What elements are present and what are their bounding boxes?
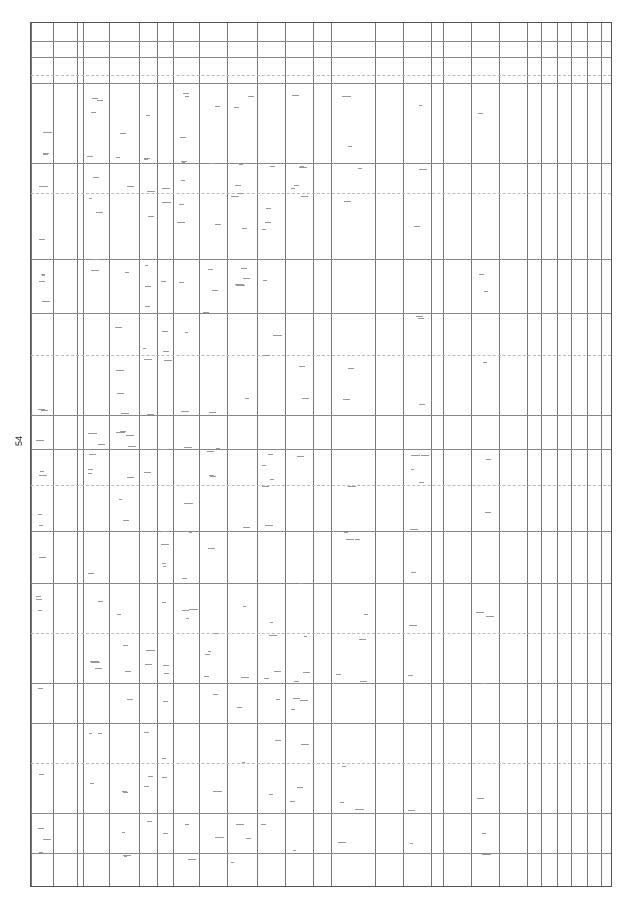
scanned-cell-mark: [239, 164, 242, 165]
table-column-line: [541, 23, 542, 886]
scanned-cell-mark: [189, 609, 197, 610]
scanned-cell-mark: [236, 824, 244, 825]
table-column-line: [173, 23, 174, 886]
scanned-cell-mark: [88, 469, 93, 470]
scanned-cell-mark: [265, 525, 273, 526]
table-column-line: [587, 23, 588, 886]
scanned-cell-mark: [42, 275, 46, 276]
scanned-cell-mark: [241, 268, 248, 269]
scanned-cell-mark: [41, 410, 48, 411]
scanned-cell-mark: [87, 156, 93, 157]
scanned-cell-mark: [127, 477, 134, 478]
table-row-line: [31, 415, 611, 416]
table-row-line: [31, 633, 611, 634]
scanned-cell-mark: [355, 809, 364, 810]
scanned-cell-mark: [292, 95, 299, 96]
scanned-cell-mark: [147, 191, 155, 192]
scanned-cell-mark: [243, 606, 246, 607]
scanned-cell-mark: [294, 681, 299, 682]
scanned-cell-mark: [419, 404, 425, 405]
scanned-cell-mark: [291, 709, 295, 710]
table-row-line: [31, 853, 611, 854]
scanned-cell-mark: [338, 842, 346, 843]
scanned-cell-mark: [348, 486, 356, 487]
scanned-cell-mark: [358, 168, 363, 169]
scanned-cell-mark: [162, 777, 166, 778]
table-row-line: [31, 163, 611, 164]
table-column-line: [77, 23, 78, 886]
scanned-cell-mark: [213, 791, 221, 792]
scanned-cell-mark: [163, 566, 166, 567]
scanned-cell-mark: [121, 413, 128, 414]
scanned-cell-mark: [88, 433, 97, 434]
scanned-cell-mark: [483, 362, 487, 363]
scanned-cell-mark: [89, 198, 92, 199]
scanned-cell-mark: [208, 269, 213, 270]
scanned-cell-mark: [89, 454, 97, 455]
scanned-cell-mark: [162, 202, 171, 203]
table-row-line: [31, 313, 611, 314]
rotated-table-sheet: [30, 22, 612, 887]
table-column-line: [83, 23, 84, 886]
scanned-cell-mark: [148, 216, 155, 217]
scanned-cell-mark: [184, 503, 193, 504]
scanned-cell-mark: [270, 479, 274, 480]
scanned-cell-mark: [161, 449, 167, 450]
scanned-cell-mark: [38, 688, 43, 689]
scanned-cell-mark: [265, 222, 271, 223]
scanned-cell-mark: [486, 459, 491, 460]
table-row-line: [31, 813, 611, 814]
scanned-cell-mark: [92, 259, 99, 260]
scanned-cell-mark: [161, 281, 166, 282]
scanned-cell-mark: [297, 456, 304, 457]
scanned-cell-mark: [275, 740, 280, 741]
scanned-cell-mark: [147, 821, 152, 822]
scanned-cell-mark: [163, 833, 168, 834]
scanned-cell-mark: [486, 616, 494, 617]
scanned-cell-mark: [39, 852, 43, 853]
scanned-cell-mark: [89, 733, 92, 734]
scanned-cell-mark: [144, 359, 151, 360]
scanned-cell-mark: [482, 683, 486, 684]
scanned-cell-mark: [144, 732, 149, 733]
table-row-line: [31, 485, 611, 486]
scanned-cell-mark: [237, 707, 242, 708]
scanned-cell-mark: [125, 671, 131, 672]
scanned-cell-mark: [39, 525, 43, 526]
table-column-line: [313, 23, 314, 886]
scanned-cell-mark: [98, 733, 102, 734]
scanned-cell-mark: [162, 563, 166, 564]
scanned-cell-mark: [300, 166, 304, 167]
scanned-cell-mark: [231, 862, 234, 863]
table-column-line: [527, 23, 528, 886]
scanned-cell-mark: [212, 290, 218, 291]
scanned-cell-mark: [123, 520, 128, 521]
table-column-line: [431, 23, 432, 886]
scanned-cell-mark: [147, 414, 153, 415]
scanned-cell-mark: [299, 366, 305, 367]
scanned-cell-mark: [116, 157, 120, 158]
scanned-cell-mark: [205, 654, 211, 655]
scanned-cell-mark: [478, 113, 483, 114]
scanned-cell-mark: [98, 601, 102, 602]
scanned-cell-mark: [262, 465, 266, 466]
scanned-cell-mark: [269, 794, 273, 795]
scanned-cell-mark: [146, 115, 151, 116]
scanned-cell-mark: [120, 133, 126, 134]
scanned-cell-mark: [186, 618, 189, 619]
scanned-cell-mark: [242, 762, 245, 763]
table-column-line: [557, 23, 558, 886]
scanned-cell-mark: [414, 226, 419, 227]
table-column-line: [471, 23, 472, 886]
scanned-cell-mark: [162, 758, 166, 759]
scanned-cell-mark: [213, 694, 217, 695]
table-row-line: [31, 83, 611, 84]
scanned-cell-mark: [482, 854, 491, 855]
scanned-cell-mark: [207, 451, 215, 452]
scanned-cell-mark: [293, 698, 300, 699]
scanned-cell-mark: [43, 154, 47, 155]
scanned-cell-mark: [215, 837, 224, 838]
table-column-line: [499, 23, 500, 886]
scanned-cell-mark: [144, 159, 148, 160]
scanned-cell-mark: [177, 222, 185, 223]
scanned-cell-mark: [184, 447, 192, 448]
scanned-cell-mark: [215, 106, 221, 107]
scanned-cell-mark: [208, 548, 215, 549]
scanned-cell-mark: [42, 301, 50, 302]
scanned-cell-mark: [246, 838, 250, 839]
scanned-cell-mark: [348, 146, 352, 147]
scanned-cell-mark: [96, 212, 103, 213]
scanned-cell-mark: [336, 674, 341, 675]
table-row-line: [31, 583, 611, 584]
scanned-cell-mark: [419, 169, 428, 170]
scanned-cell-mark: [264, 678, 269, 679]
scanned-cell-mark: [204, 676, 209, 677]
scanned-cell-mark: [236, 285, 245, 286]
table-row-line: [31, 57, 611, 58]
scanned-cell-mark: [343, 399, 350, 400]
table-column-line: [403, 23, 404, 886]
scanned-cell-mark: [355, 539, 361, 540]
scanned-cell-mark: [485, 512, 491, 513]
scanned-cell-mark: [293, 850, 296, 851]
table-column-line: [443, 23, 444, 886]
scanned-cell-mark: [410, 529, 418, 530]
scanned-cell-mark: [344, 201, 351, 202]
scanned-cell-mark: [263, 355, 270, 356]
scanned-cell-mark: [39, 281, 45, 282]
scanned-cell-mark: [203, 312, 209, 313]
scanned-cell-mark: [261, 824, 266, 825]
scanned-cell-mark: [270, 166, 275, 167]
scanned-cell-mark: [477, 798, 484, 799]
scanned-cell-mark: [411, 455, 420, 456]
scanned-cell-mark: [38, 610, 42, 611]
scanned-cell-mark: [242, 228, 247, 229]
scanned-cell-mark: [409, 625, 417, 626]
scanned-cell-mark: [145, 265, 148, 266]
table-row-line: [31, 449, 611, 450]
table-column-line: [139, 23, 140, 886]
scanned-cell-mark: [185, 332, 188, 333]
scanned-cell-mark: [116, 432, 125, 433]
table-column-line: [53, 23, 54, 886]
scanned-cell-mark: [185, 824, 189, 825]
table-row-line: [31, 763, 611, 764]
scanned-cell-mark: [164, 360, 172, 361]
scanned-cell-mark: [297, 787, 303, 788]
scanned-cell-mark: [179, 204, 184, 205]
scanned-cell-mark: [214, 633, 218, 634]
scanned-cell-mark: [234, 107, 239, 108]
scanned-cell-mark: [235, 185, 241, 186]
scanned-cell-mark: [419, 105, 422, 106]
scanned-cell-mark: [231, 196, 238, 197]
scanned-cell-mark: [36, 599, 42, 600]
scanned-cell-mark: [39, 475, 47, 476]
scanned-cell-mark: [294, 185, 300, 186]
scanned-cell-mark: [181, 411, 189, 412]
scanned-cell-mark: [419, 482, 425, 483]
table-column-line: [571, 23, 572, 886]
scanned-cell-mark: [98, 444, 105, 445]
scanned-cell-mark: [145, 664, 151, 665]
scanned-cell-mark: [302, 398, 309, 399]
scanned-cell-mark: [40, 471, 44, 472]
scanned-cell-mark: [301, 196, 308, 197]
scanned-cell-mark: [364, 614, 368, 615]
scanned-cell-mark: [163, 665, 169, 666]
scanned-cell-mark: [237, 193, 243, 194]
scanned-cell-mark: [91, 270, 99, 271]
scanned-cell-mark: [39, 186, 48, 187]
scanned-cell-mark: [144, 786, 149, 787]
scanned-cell-mark: [179, 282, 184, 283]
scanned-cell-mark: [123, 645, 128, 646]
scanned-cell-mark: [91, 112, 96, 113]
table-row-line: [31, 75, 611, 76]
scanned-cell-mark: [408, 675, 413, 676]
scanned-cell-mark: [216, 448, 220, 449]
scanned-cell-mark: [291, 188, 295, 189]
scanned-cell-mark: [143, 348, 146, 349]
scanned-cell-mark: [38, 828, 44, 829]
scanned-cell-mark: [188, 859, 196, 860]
scanned-cell-mark: [164, 673, 170, 674]
table-row-line: [31, 41, 611, 42]
table-column-line: [227, 23, 228, 886]
scanned-cell-mark: [269, 635, 277, 636]
scanned-cell-mark: [299, 583, 303, 584]
scanned-cell-mark: [476, 612, 484, 613]
scanned-cell-mark: [39, 239, 45, 240]
scanned-cell-mark: [38, 514, 42, 515]
table-row-line: [31, 193, 611, 194]
scanned-cell-mark: [360, 681, 367, 682]
scanned-cell-mark: [127, 186, 134, 187]
scanned-cell-mark: [263, 280, 267, 281]
scanned-cell-mark: [304, 636, 307, 637]
scanned-cell-mark: [124, 856, 128, 857]
scanned-cell-mark: [144, 472, 151, 473]
scanned-cell-mark: [243, 527, 250, 528]
scanned-cell-mark: [95, 668, 101, 669]
scanned-cell-mark: [182, 578, 187, 579]
scanned-cell-mark: [43, 839, 51, 840]
table-column-line: [375, 23, 376, 886]
scanned-cell-mark: [482, 833, 486, 834]
scanned-cell-mark: [97, 100, 103, 101]
scanned-cell-mark: [163, 351, 169, 352]
scanned-cell-mark: [270, 622, 273, 623]
scanned-cell-mark: [185, 96, 189, 97]
scanned-cell-mark: [43, 132, 52, 133]
scanned-cell-mark: [346, 539, 354, 540]
scanned-cell-mark: [268, 454, 273, 455]
table-column-line: [601, 23, 602, 886]
scanned-cell-mark: [484, 291, 488, 292]
table-column-line: [31, 23, 32, 886]
scanned-cell-mark: [162, 331, 168, 332]
page-number: 54: [14, 435, 24, 446]
scanned-cell-mark: [117, 393, 124, 394]
scanned-cell-mark: [39, 557, 47, 558]
scanned-cell-mark: [88, 473, 93, 474]
table-column-line: [199, 23, 200, 886]
table-column-line: [331, 23, 332, 886]
scanned-cell-mark: [210, 476, 216, 477]
scanned-cell-mark: [125, 272, 130, 273]
scanned-cell-mark: [116, 370, 124, 371]
scanned-cell-mark: [183, 93, 189, 94]
table-row-line: [31, 683, 611, 684]
scanned-cell-mark: [127, 699, 133, 700]
scanned-cell-mark: [421, 455, 428, 456]
scanned-cell-mark: [211, 163, 215, 164]
scanned-cell-mark: [39, 440, 44, 441]
scanned-cell-mark: [90, 783, 93, 784]
scanned-cell-mark: [243, 278, 250, 279]
scanned-cell-mark: [408, 810, 416, 811]
scanned-cell-mark: [93, 177, 98, 178]
scanned-cell-mark: [189, 532, 192, 533]
scanned-cell-mark: [115, 327, 122, 328]
scanned-cell-mark: [262, 486, 269, 487]
scanned-cell-mark: [180, 137, 186, 138]
scanned-cell-mark: [117, 614, 121, 615]
scanned-cell-mark: [39, 774, 43, 775]
scanned-cell-mark: [344, 532, 348, 533]
scanned-cell-mark: [411, 572, 417, 573]
scanned-cell-mark: [342, 766, 346, 767]
scanned-cell-mark: [340, 802, 344, 803]
scanned-cell-mark: [245, 398, 249, 399]
scanned-cell-mark: [122, 832, 125, 833]
scanned-cell-mark: [162, 531, 169, 532]
scanned-cell-mark: [215, 224, 221, 225]
scanned-cell-mark: [209, 412, 217, 413]
scanned-cell-mark: [342, 96, 351, 97]
scanned-cell-mark: [128, 446, 136, 447]
scanned-cell-mark: [145, 306, 150, 307]
table-row-line: [31, 531, 611, 532]
scanned-cell-mark: [119, 499, 122, 500]
table-row-line: [31, 723, 611, 724]
scanned-cell-mark: [416, 316, 422, 317]
scanned-cell-mark: [91, 662, 100, 663]
scanned-cell-mark: [410, 843, 414, 844]
scanned-cell-mark: [36, 596, 40, 597]
table-column-line: [285, 23, 286, 886]
scanned-cell-mark: [266, 208, 271, 209]
scanned-cell-mark: [162, 188, 170, 189]
scanned-cell-mark: [273, 335, 282, 336]
scanned-cell-mark: [479, 274, 484, 275]
scanned-cell-mark: [182, 610, 189, 611]
scanned-cell-mark: [241, 677, 249, 678]
scanned-cell-mark: [262, 229, 266, 230]
scanned-cell-mark: [162, 602, 166, 603]
scanned-cell-mark: [88, 573, 93, 574]
scanned-cell-mark: [123, 792, 128, 793]
scanned-cell-mark: [348, 368, 355, 369]
scanned-cell-mark: [303, 672, 310, 673]
scanned-cell-mark: [411, 469, 414, 470]
scanned-cell-mark: [208, 651, 211, 652]
table-column-line: [257, 23, 258, 886]
scanned-cell-mark: [181, 180, 185, 181]
scanned-cell-mark: [126, 435, 133, 436]
scanned-cell-mark: [146, 650, 155, 651]
scanned-cell-mark: [359, 639, 366, 640]
scanned-cell-mark: [290, 801, 294, 802]
scanned-cell-mark: [248, 96, 255, 97]
scanned-cell-mark: [300, 700, 308, 701]
scanned-cell-mark: [182, 162, 185, 163]
table-row-line: [31, 259, 611, 260]
scanned-cell-mark: [145, 286, 151, 287]
scanned-cell-mark: [418, 318, 424, 319]
scanned-cell-mark: [163, 701, 168, 702]
table-column-line: [109, 23, 110, 886]
scanned-cell-mark: [148, 776, 153, 777]
table-column-line: [157, 23, 158, 886]
scanned-cell-mark: [274, 671, 281, 672]
scanned-cell-mark: [276, 699, 280, 700]
scanned-cell-mark: [301, 744, 309, 745]
table-row-line: [31, 355, 611, 356]
scanned-cell-mark: [161, 544, 168, 545]
